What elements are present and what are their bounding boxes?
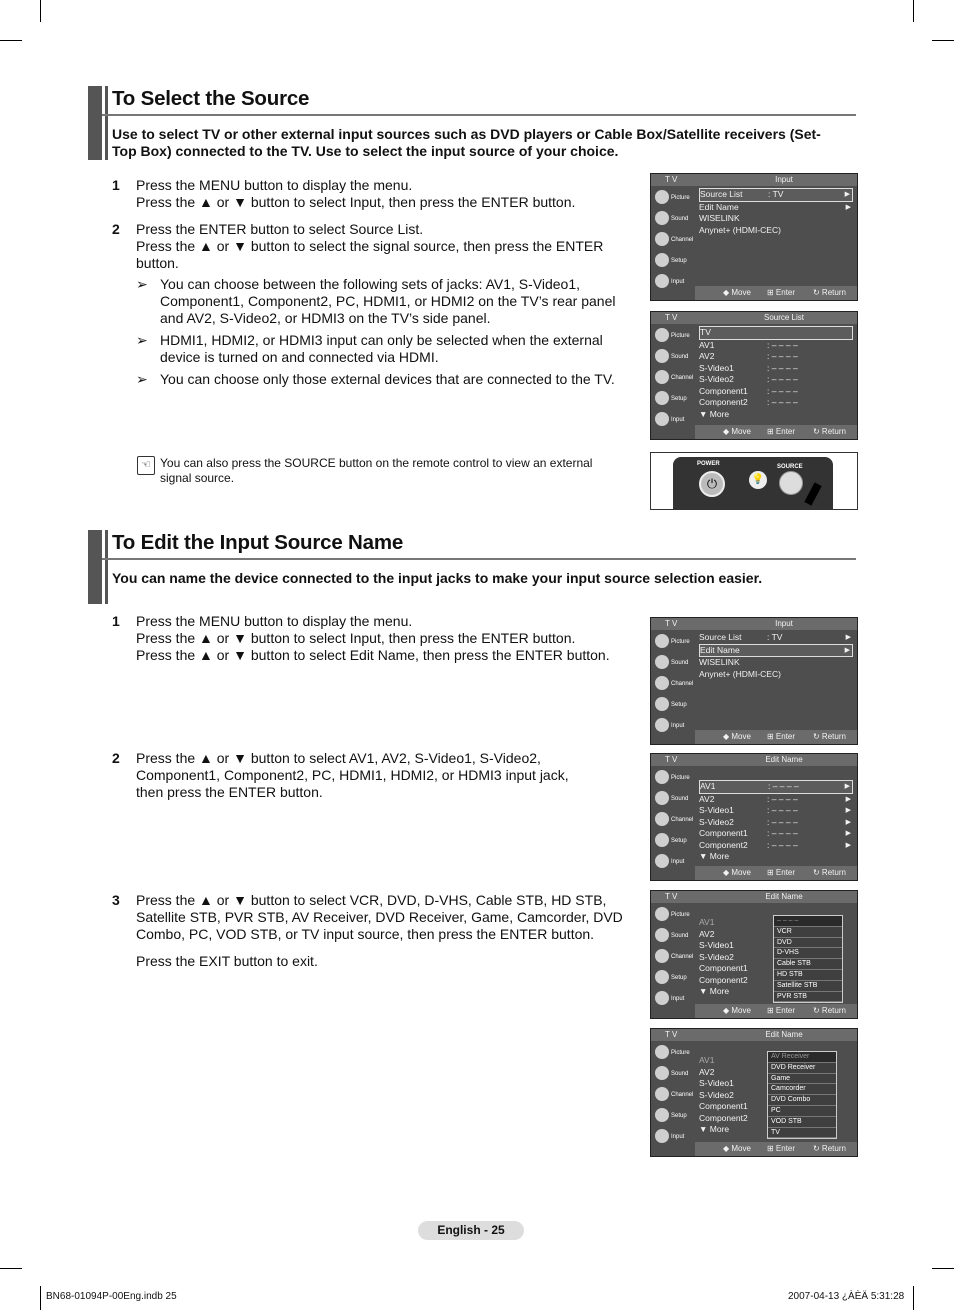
osd-menu-row[interactable]: ▼ More xyxy=(699,1124,730,1134)
section-bar xyxy=(88,86,105,160)
menu-channel-label: Channel xyxy=(671,681,694,687)
osd-footer xyxy=(695,1004,857,1018)
osd-menu-row[interactable] xyxy=(699,794,853,806)
row-label: Anynet+ (HDMI-CEC) xyxy=(699,668,781,679)
row-label: AV2 xyxy=(699,793,715,804)
section-rule xyxy=(102,558,856,560)
popup-option[interactable]: VCR xyxy=(774,927,842,938)
step-text: Press the ▲ or ▼ button to select VCR, DVD, D-VHS, Cable STB, HD STB, Satellite STB, PVR STB, AV Receiver, DVD Receiver, Game, Camcorder, DVD Combo, PC, VOD STB, or TV input source, then press the ENTER button. xyxy=(136,892,623,942)
menu-setup-icon xyxy=(655,1108,669,1122)
osd-menu-row[interactable] xyxy=(699,351,853,363)
return-hint: ↻ Return xyxy=(813,1006,846,1015)
move-hint: ◆ Move xyxy=(723,288,751,297)
crop-mark xyxy=(0,40,22,41)
osd-rows xyxy=(699,632,853,680)
menu-sound-icon xyxy=(655,1066,669,1080)
menu-input-icon xyxy=(655,991,669,1005)
osd-menu-row[interactable] xyxy=(699,374,853,386)
section-bar xyxy=(88,530,105,604)
osd-menu-row[interactable] xyxy=(699,188,853,202)
menu-channel-label: Channel xyxy=(671,954,694,960)
osd-side-menu xyxy=(651,903,695,1004)
step-text: Press the ▲ or ▼ button to select the signal source, then press the ENTER button. xyxy=(136,238,604,271)
step-text: Press the ▲ or ▼ button to select AV1, AV2, S-Video1, S-Video2, Component1, Component2, PC, HDMI1, HDMI2, or HDMI3 input jack, then press the ENTER button. xyxy=(136,750,569,800)
menu-input-label: Input xyxy=(671,1134,685,1140)
row-label: Edit Name xyxy=(700,644,740,655)
row-value: : – – – – xyxy=(768,781,799,791)
menu-input-icon xyxy=(655,854,669,868)
file-info: BN68-01094P-00Eng.indb 25 xyxy=(46,1291,177,1302)
osd-popup-list xyxy=(767,1051,837,1139)
row-label: S-Video1 xyxy=(699,362,734,373)
menu-channel-label: Channel xyxy=(671,817,694,823)
note-text: HDMI1, HDMI2, or HDMI3 input can only be selected when the external device is turned on and connected via HDMI. xyxy=(160,332,603,365)
arrow-right-icon: ▶ xyxy=(845,807,851,814)
osd-rows xyxy=(699,780,853,863)
osd-menu-row[interactable]: AV2 xyxy=(699,1066,715,1077)
source-button-icon xyxy=(779,471,803,495)
popup-option[interactable]: VOD STB xyxy=(768,1117,836,1128)
osd-menu-row[interactable] xyxy=(699,225,853,237)
osd-rows xyxy=(699,326,853,420)
move-hint: ◆ Move xyxy=(723,1006,751,1015)
osd-menu-row[interactable] xyxy=(699,202,853,214)
arrow-right-icon: ▶ xyxy=(844,783,850,790)
osd-menu-row[interactable] xyxy=(699,851,853,863)
menu-sound-icon xyxy=(655,791,669,805)
menu-input-label: Input xyxy=(671,279,685,285)
popup-option[interactable]: DVD xyxy=(774,938,842,949)
osd-edit-name-popup1 xyxy=(650,890,858,1019)
osd-menu-row[interactable]: Component2 xyxy=(699,1112,748,1123)
arrow-right-icon: ▶ xyxy=(845,634,851,641)
osd-menu-row[interactable]: AV1 xyxy=(699,917,715,927)
row-label: Source List xyxy=(699,632,742,642)
row-label: AV1 xyxy=(699,339,715,350)
crop-mark xyxy=(913,1286,914,1310)
osd-edit-name xyxy=(650,753,858,881)
row-value: : – – – – xyxy=(767,839,798,850)
print-date: 2007-04-13 ¿ÀÈÄ 5:31:28 xyxy=(788,1291,905,1302)
row-value: : – – – – xyxy=(767,828,798,838)
menu-picture-icon xyxy=(655,634,669,648)
osd-menu-row[interactable] xyxy=(699,213,853,225)
enter-hint: ⊞ Enter xyxy=(767,288,796,297)
osd-rows xyxy=(699,188,853,236)
osd-menu-row[interactable] xyxy=(699,386,853,398)
power-label: POWER xyxy=(697,461,720,467)
osd-menu-row[interactable]: S-Video1 xyxy=(699,1078,734,1088)
menu-sound-icon xyxy=(655,211,669,225)
osd-title: Edit Name xyxy=(765,892,803,901)
osd-menu-row[interactable] xyxy=(699,397,853,409)
crop-mark xyxy=(40,1286,41,1310)
menu-input-icon xyxy=(655,412,669,426)
osd-menu-row[interactable] xyxy=(699,632,853,644)
tip-text: You can also press the SOURCE button on the remote control to view an external signal source. xyxy=(160,456,593,485)
arrow-icon: ➢ xyxy=(136,332,148,348)
menu-sound-label: Sound xyxy=(671,933,689,939)
menu-setup-icon xyxy=(655,833,669,847)
arrow-right-icon: ▶ xyxy=(845,841,851,849)
osd-menu-row[interactable]: S-Video2 xyxy=(699,1089,734,1100)
menu-input-label: Input xyxy=(671,996,685,1002)
menu-sound-label: Sound xyxy=(671,216,689,222)
row-label: Component1 xyxy=(699,385,748,396)
osd-menu-row[interactable]: Component1 xyxy=(699,1101,748,1111)
row-label: Source List xyxy=(700,189,743,199)
menu-channel-icon xyxy=(655,232,669,246)
osd-title: Input xyxy=(775,619,793,628)
step-text: Press the EXIT button to exit. xyxy=(136,953,318,969)
row-value: : – – – – xyxy=(767,385,798,396)
osd-tv-label: T V xyxy=(665,313,678,322)
crop-mark xyxy=(0,1268,22,1269)
row-label: WISELINK xyxy=(699,657,740,667)
menu-sound-label: Sound xyxy=(671,660,689,666)
note-text: You can choose between the following sets of jacks: AV1, S-Video1, Component1, Component2, PC, HDMI1, or HDMI2 on the TV’s rear panel and AV2, S-Video2, or HDMI3 on the TV’s side panel. xyxy=(160,276,616,326)
enter-hint: ⊞ Enter xyxy=(767,1006,796,1015)
osd-menu-row[interactable]: ▼ More xyxy=(699,986,730,996)
row-label: Component2 xyxy=(699,839,748,850)
enter-hint: ⊞ Enter xyxy=(767,732,796,741)
row-value: : TV xyxy=(768,189,784,199)
menu-picture-label: Picture xyxy=(671,333,690,339)
row-label: Component2 xyxy=(699,397,748,407)
return-hint: ↻ Return xyxy=(813,427,846,436)
row-label: ▼ More xyxy=(699,408,730,419)
row-value: : – – – – xyxy=(767,374,798,384)
osd-tv-label: T V xyxy=(665,175,678,184)
osd-input-menu-edit xyxy=(650,617,858,745)
menu-setup-label: Setup xyxy=(671,702,687,708)
popup-option[interactable]: Satellite STB xyxy=(774,981,842,992)
enter-hint: ⊞ Enter xyxy=(767,1144,796,1153)
menu-input-icon xyxy=(655,274,669,288)
popup-option[interactable]: D-VHS xyxy=(774,948,842,959)
arrow-icon: ➢ xyxy=(136,276,148,292)
osd-menu-row[interactable]: S-Video2 xyxy=(699,951,734,962)
hand-icon: ☜ xyxy=(137,456,155,475)
row-label: WISELINK xyxy=(699,213,740,223)
light-icon: 💡 xyxy=(749,471,767,489)
row-value: : – – – – xyxy=(767,816,798,827)
move-hint: ◆ Move xyxy=(723,1144,751,1153)
osd-title: Edit Name xyxy=(765,1030,803,1039)
move-hint: ◆ Move xyxy=(723,427,751,436)
menu-setup-label: Setup xyxy=(671,396,687,402)
menu-channel-label: Channel xyxy=(671,375,694,381)
osd-footer xyxy=(695,866,857,880)
move-hint: ◆ Move xyxy=(723,732,751,741)
move-hint: ◆ Move xyxy=(723,868,751,877)
osd-footer xyxy=(695,730,857,744)
row-value: : TV xyxy=(767,632,783,642)
crop-mark xyxy=(913,0,914,22)
row-label: S-Video2 xyxy=(699,816,734,827)
step-text: Press the ▲ or ▼ button to select Input, then press the ENTER button. xyxy=(136,194,576,210)
menu-picture-icon xyxy=(655,190,669,204)
menu-input-label: Input xyxy=(671,859,685,865)
osd-edit-name-popup2 xyxy=(650,1028,858,1157)
menu-setup-icon xyxy=(655,253,669,267)
menu-sound-icon xyxy=(655,655,669,669)
popup-option[interactable]: PVR STB xyxy=(774,992,842,1003)
row-value: : – – – – xyxy=(767,339,798,350)
menu-sound-label: Sound xyxy=(671,354,689,360)
step-text: Press the ▲ or ▼ button to select Edit Name, then press the ENTER button. xyxy=(136,647,610,663)
section2-title: To Edit the Input Source Name xyxy=(112,531,404,554)
osd-footer xyxy=(695,1142,857,1156)
osd-tv-label: T V xyxy=(665,619,678,628)
menu-setup-label: Setup xyxy=(671,1113,687,1119)
osd-footer xyxy=(695,286,857,300)
menu-picture-label: Picture xyxy=(671,912,690,918)
step-text: Press the MENU button to display the menu. xyxy=(136,177,413,193)
osd-side-menu xyxy=(651,1041,695,1142)
popup-option[interactable]: Cable STB xyxy=(774,959,842,970)
menu-input-icon xyxy=(655,718,669,732)
popup-option[interactable]: TV xyxy=(768,1128,836,1139)
arrow-right-icon: ▶ xyxy=(844,646,850,654)
return-hint: ↻ Return xyxy=(813,288,846,297)
menu-picture-icon xyxy=(655,907,669,921)
step-number: 2 xyxy=(112,221,120,237)
menu-channel-label: Channel xyxy=(671,237,694,243)
section1-title: To Select the Source xyxy=(112,87,310,110)
section1-intro: Use to select TV or other external input sources such as DVD players or Cable Box/Satellite receivers (Set-Top Box) connected to the TV. Use to select the input source of your choice. xyxy=(112,126,821,159)
row-value: : – – – – xyxy=(767,805,798,815)
section-rule xyxy=(102,114,856,116)
row-value: : – – – – xyxy=(767,397,798,407)
step-number: 3 xyxy=(112,892,120,908)
step-text: Press the ▲ or ▼ button to select Input, then press the ENTER button. xyxy=(136,630,576,646)
menu-picture-label: Picture xyxy=(671,1050,690,1056)
menu-picture-icon xyxy=(655,1045,669,1059)
osd-side-menu xyxy=(651,324,695,425)
arrow-right-icon: ▶ xyxy=(845,203,851,211)
popup-option[interactable]: DVD Combo xyxy=(768,1095,836,1106)
menu-setup-icon xyxy=(655,970,669,984)
menu-picture-icon xyxy=(655,328,669,342)
osd-popup-list xyxy=(773,915,843,1003)
osd-menu-row[interactable]: Component2 xyxy=(699,974,748,985)
osd-menu-row[interactable] xyxy=(699,644,853,658)
row-value: : – – – – xyxy=(767,351,798,361)
osd-menu-row[interactable]: AV2 xyxy=(699,928,715,939)
popup-option[interactable]: Camcorder xyxy=(768,1084,836,1095)
menu-input-label: Input xyxy=(671,723,685,729)
menu-channel-icon xyxy=(655,370,669,384)
power-icon: ⏻ xyxy=(699,471,725,497)
remote-control-image xyxy=(650,452,858,510)
osd-tv-label: T V xyxy=(665,1030,678,1039)
menu-sound-icon xyxy=(655,349,669,363)
osd-menu-row[interactable] xyxy=(699,840,853,852)
menu-setup-label: Setup xyxy=(671,838,687,844)
crop-mark xyxy=(932,1268,954,1269)
menu-channel-icon xyxy=(655,1087,669,1101)
menu-sound-label: Sound xyxy=(671,796,689,802)
step-text: Press the MENU button to display the menu. xyxy=(136,613,413,629)
menu-input-icon xyxy=(655,1129,669,1143)
menu-sound-label: Sound xyxy=(671,1071,689,1077)
osd-tv-label: T V xyxy=(665,755,678,764)
osd-menu-row[interactable]: S-Video1 xyxy=(699,940,734,950)
row-value: : – – – – xyxy=(767,362,798,373)
source-label: SOURCE xyxy=(777,464,803,470)
osd-menu-row[interactable] xyxy=(699,805,853,817)
osd-side-menu xyxy=(651,630,695,730)
note-text: You can choose only those external devices that are connected to the TV. xyxy=(160,371,615,387)
popup-option[interactable]: PC xyxy=(768,1106,836,1117)
crop-mark xyxy=(40,0,41,22)
osd-menu-row[interactable]: Component1 xyxy=(699,963,748,973)
osd-menu-row[interactable] xyxy=(699,363,853,375)
menu-channel-icon xyxy=(655,676,669,690)
arrow-right-icon: ▶ xyxy=(845,795,851,803)
menu-picture-label: Picture xyxy=(671,195,690,201)
osd-menu-row[interactable] xyxy=(699,657,853,669)
row-label: Anynet+ (HDMI-CEC) xyxy=(699,224,781,235)
step-number: 2 xyxy=(112,750,120,766)
osd-menu-row[interactable] xyxy=(699,780,853,794)
osd-side-menu xyxy=(651,766,695,866)
row-label: S-Video2 xyxy=(699,374,734,384)
osd-title: Edit Name xyxy=(765,755,803,764)
return-hint: ↻ Return xyxy=(813,1144,846,1153)
popup-option[interactable]: DVD Receiver xyxy=(768,1063,836,1074)
arrow-icon: ➢ xyxy=(136,371,148,387)
enter-hint: ⊞ Enter xyxy=(767,868,796,877)
row-label: ▼ More xyxy=(699,851,730,861)
osd-menu-row[interactable] xyxy=(699,817,853,829)
osd-menu-row[interactable] xyxy=(699,669,853,681)
row-label: AV2 xyxy=(699,351,715,361)
arrow-right-icon: ▶ xyxy=(845,830,851,837)
row-label: S-Video1 xyxy=(699,805,734,815)
menu-input-label: Input xyxy=(671,417,685,423)
row-label: Component1 xyxy=(699,828,748,838)
step-number: 1 xyxy=(112,177,120,193)
osd-footer xyxy=(695,425,857,439)
menu-picture-label: Picture xyxy=(671,775,690,781)
row-label: AV1 xyxy=(700,781,716,791)
page-number: English - 25 xyxy=(418,1221,524,1240)
osd-input-menu xyxy=(650,173,858,301)
menu-channel-icon xyxy=(655,812,669,826)
osd-menu-row[interactable] xyxy=(699,326,853,340)
menu-setup-label: Setup xyxy=(671,258,687,264)
popup-option[interactable]: AV Receiver xyxy=(768,1052,836,1063)
osd-title: Input xyxy=(775,175,793,184)
menu-setup-icon xyxy=(655,391,669,405)
osd-side-menu xyxy=(651,186,695,286)
arrow-right-icon: ▶ xyxy=(845,818,851,826)
return-hint: ↻ Return xyxy=(813,868,846,877)
row-label: Edit Name xyxy=(699,201,739,212)
menu-sound-icon xyxy=(655,928,669,942)
menu-picture-icon xyxy=(655,770,669,784)
return-hint: ↻ Return xyxy=(813,732,846,741)
crop-mark xyxy=(932,40,954,41)
row-label: TV xyxy=(700,327,711,337)
menu-channel-label: Channel xyxy=(671,1092,694,1098)
step-number: 1 xyxy=(112,613,120,629)
osd-menu-row[interactable]: AV1 xyxy=(699,1055,715,1065)
menu-picture-label: Picture xyxy=(671,639,690,645)
menu-channel-icon xyxy=(655,949,669,963)
osd-menu-row[interactable] xyxy=(699,340,853,352)
menu-setup-label: Setup xyxy=(671,975,687,981)
arrow-right-icon: ▶ xyxy=(844,191,850,198)
enter-hint: ⊞ Enter xyxy=(767,427,796,436)
osd-tv-label: T V xyxy=(665,892,678,901)
section2-intro: You can name the device connected to the input jacks to make your input source selection easier. xyxy=(112,570,763,586)
popup-option[interactable]: – – – – xyxy=(774,916,842,927)
osd-menu-row[interactable] xyxy=(699,828,853,840)
row-value: : – – – – xyxy=(767,793,798,804)
osd-menu-row[interactable] xyxy=(699,409,853,421)
menu-setup-icon xyxy=(655,697,669,711)
osd-title: Source List xyxy=(763,313,805,322)
osd-source-list xyxy=(650,311,858,440)
popup-option[interactable]: HD STB xyxy=(774,970,842,981)
step-text: Press the ENTER button to select Source List. xyxy=(136,221,424,237)
popup-option[interactable]: Game xyxy=(768,1074,836,1085)
